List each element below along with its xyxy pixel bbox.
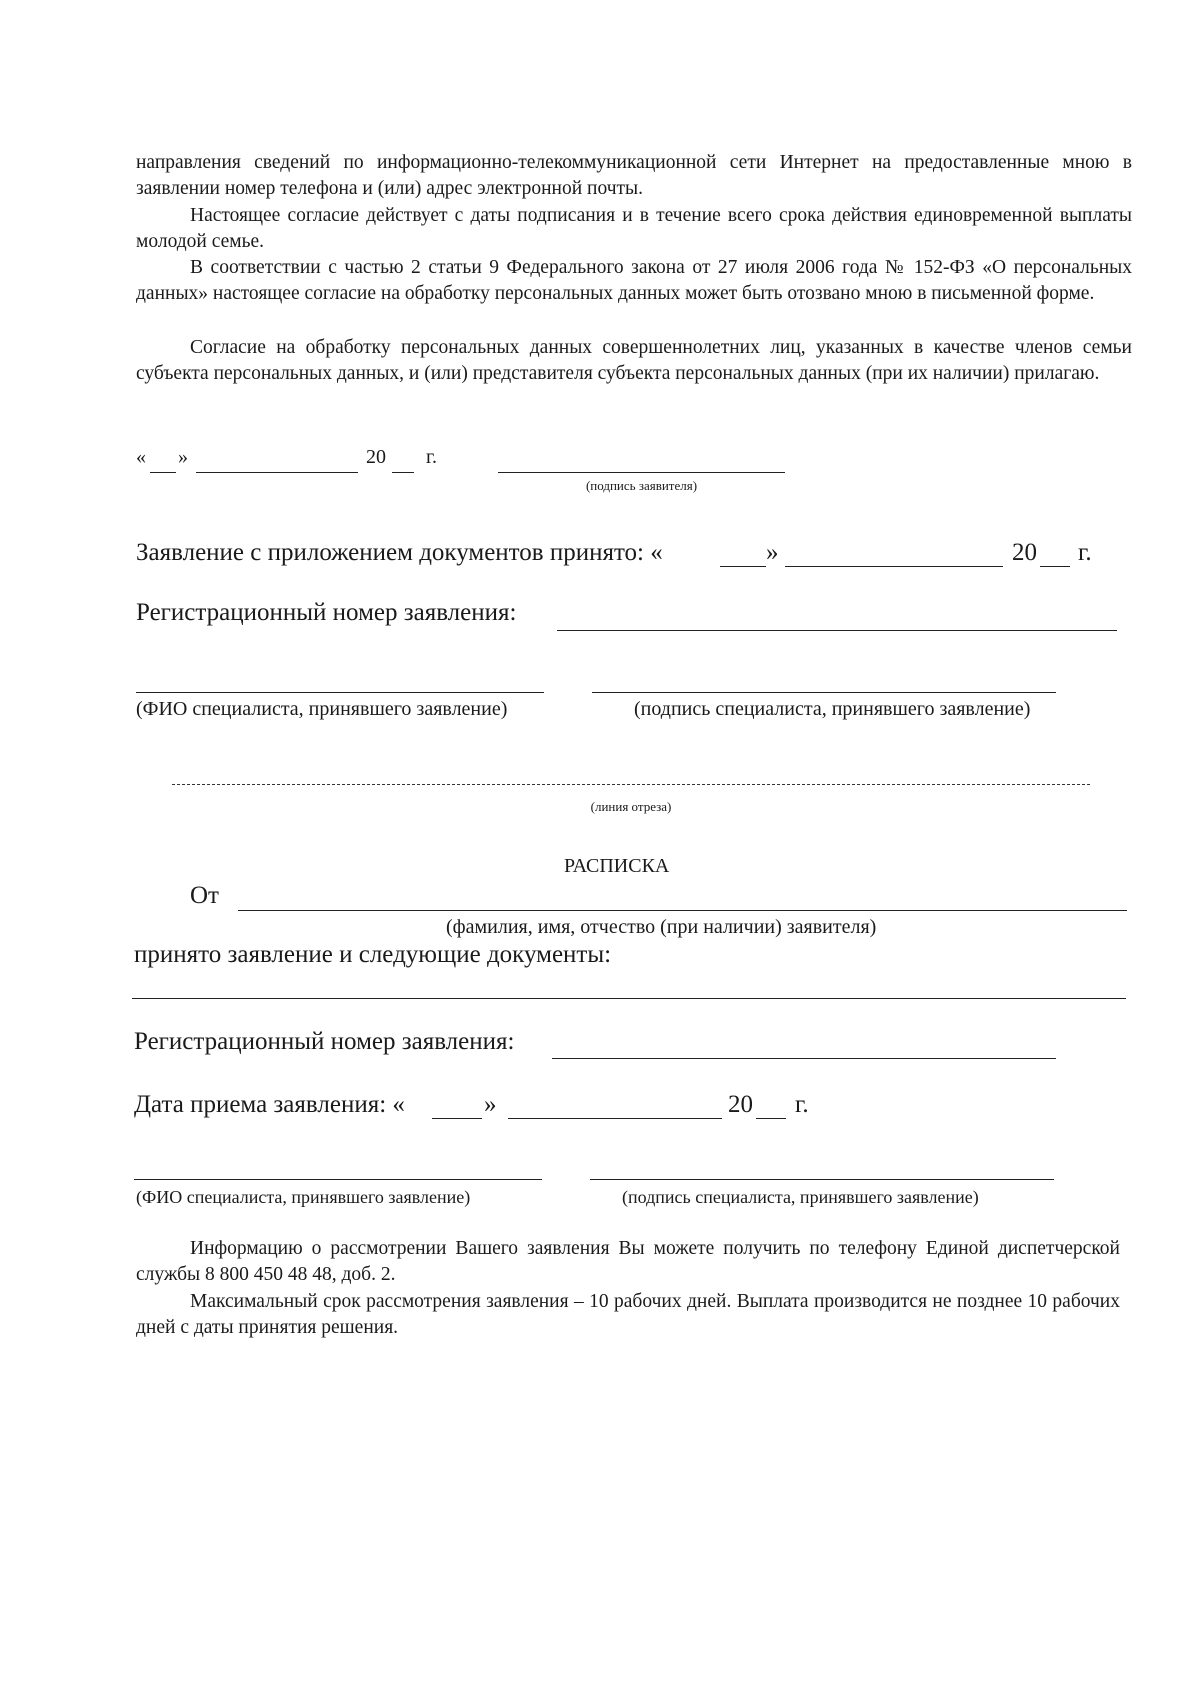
specialist-signature-caption-1: (подпись специалиста, принявшего заявление) (634, 698, 1031, 720)
acceptance-day-blank[interactable] (720, 566, 766, 567)
paragraph-1-text: направления сведений по информационно-телекоммуникационной сети Интернет на предоставленные мною в заявлении номер телефона и (или) адрес электронной почты. (136, 152, 1132, 199)
specialist-fio-line-2[interactable] (134, 1179, 542, 1180)
receipt-from-label: От (190, 882, 219, 909)
consent-year-suffix: г. (426, 446, 437, 468)
info-paragraph-2 (136, 1289, 1120, 1341)
receipt-registration-blank[interactable] (552, 1058, 1056, 1059)
consent-year-blank[interactable] (392, 472, 414, 473)
paragraph-2-text: Настоящее согласие действует с даты подписания и в течение всего срока действия единовременной выплаты молодой семье. (136, 205, 1132, 252)
cut-line-caption: (линия отреза) (590, 799, 672, 814)
specialist-fio-caption-2: (ФИО специалиста, принявшего заявление) (136, 1187, 471, 1207)
acceptance-year-blank[interactable] (1040, 566, 1070, 567)
paragraph-3-text: В соответствии с частью 2 статьи 9 Федерального закона от 27 июля 2006 года № 152-ФЗ «О персональных данных» настоящее согласие на обработку персональных данных может быть отозвано мною в письменной форме. (136, 257, 1132, 304)
paragraph-2 (136, 203, 1132, 255)
receipt-year-prefix: 20 (728, 1091, 753, 1118)
acceptance-year-suffix: г. (1078, 539, 1092, 566)
receipt-documents-blank[interactable] (132, 998, 1126, 999)
specialist-fio-line-1[interactable] (136, 692, 544, 693)
cut-line (172, 784, 1090, 785)
receipt-month-blank[interactable] (508, 1118, 722, 1119)
receipt-from-caption: (фамилия, имя, отчество (при наличии) заявителя) (446, 916, 877, 938)
specialist-fio-caption-1: (ФИО специалиста, принявшего заявление) (136, 698, 508, 720)
info-paragraph-2-text: Максимальный срок рассмотрения заявления – 10 рабочих дней. Выплата производится не позднее 10 рабочих дней с даты принятия решения. (136, 1291, 1120, 1338)
paragraph-4 (136, 335, 1132, 387)
paragraph-3 (136, 255, 1132, 307)
receipt-accepted-label: принято заявление и следующие документы: (134, 941, 612, 968)
consent-date-close-quote: » (178, 446, 188, 468)
receipt-year-blank[interactable] (756, 1118, 786, 1119)
paragraph-1 (136, 150, 1132, 202)
acceptance-label: Заявление с приложением документов принято: « (136, 539, 663, 566)
receipt-year-suffix: г. (795, 1091, 809, 1118)
info-paragraph-1 (136, 1236, 1120, 1288)
paragraph-4-text: Согласие на обработку персональных данных совершеннолетних лиц, указанных в качестве членов семьи субъекта персональных данных, и (или) представителя субъекта персональных данных (при их наличии) прилагаю. (136, 337, 1132, 384)
receipt-title: РАСПИСКА (564, 855, 670, 877)
specialist-signature-line-1[interactable] (592, 692, 1056, 693)
registration-number-blank-1[interactable] (557, 630, 1117, 631)
consent-year-prefix: 20 (366, 446, 386, 468)
receipt-day-blank[interactable] (432, 1118, 482, 1119)
receipt-date-label: Дата приема заявления: « (134, 1091, 405, 1118)
consent-day-blank[interactable] (150, 472, 176, 473)
acceptance-year-prefix: 20 (1012, 539, 1037, 566)
consent-date-open-quote: « (136, 446, 146, 468)
applicant-signature-line[interactable] (498, 472, 785, 473)
receipt-applicant-name-blank[interactable] (238, 910, 1127, 911)
specialist-signature-line-2[interactable] (590, 1179, 1054, 1180)
applicant-signature-caption: (подпись заявителя) (585, 478, 698, 493)
registration-label-1: Регистрационный номер заявления: (136, 599, 517, 626)
receipt-date-close-quote: » (484, 1091, 497, 1118)
specialist-signature-caption-2: (подпись специалиста, принявшего заявление) (622, 1187, 979, 1207)
consent-month-blank[interactable] (196, 472, 358, 473)
acceptance-close-quote: » (766, 539, 779, 566)
acceptance-month-blank[interactable] (785, 566, 1003, 567)
receipt-registration-label: Регистрационный номер заявления: (134, 1028, 515, 1055)
info-paragraph-1-text: Информацию о рассмотрении Вашего заявления Вы можете получить по телефону Единой диспетчерской службы 8 800 450 48 48, доб. 2. (136, 1238, 1120, 1285)
